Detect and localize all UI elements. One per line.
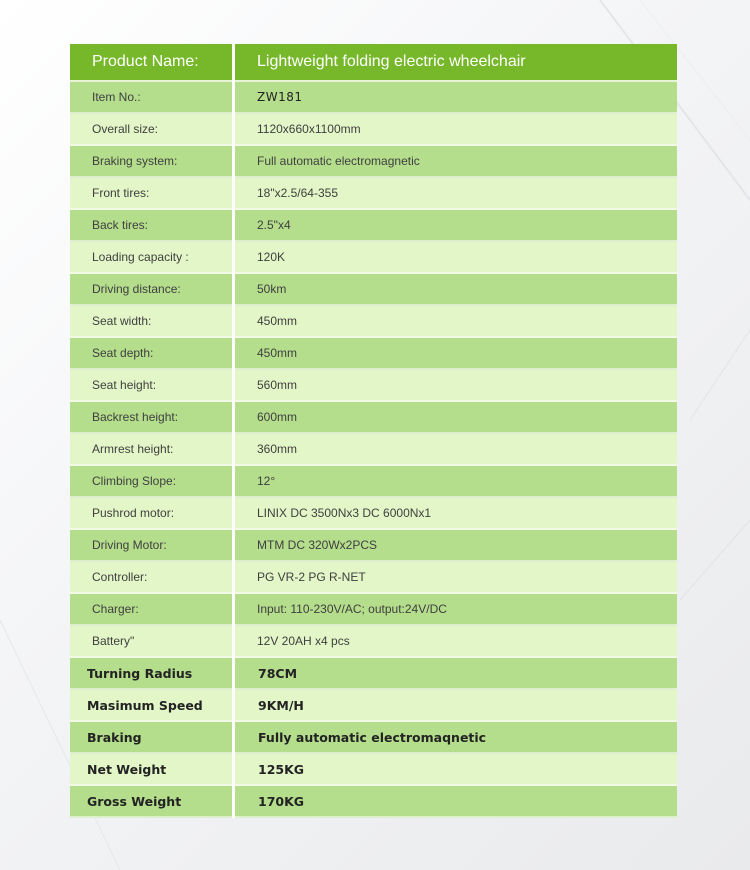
spec-label: Item No.:: [92, 90, 141, 104]
column-divider: [232, 626, 235, 658]
spec-value: 18"x2.5/64-355: [257, 186, 338, 200]
column-divider: [232, 178, 235, 210]
spec-label: Gross Weight: [87, 793, 182, 809]
table-row: [70, 210, 677, 242]
spec-label: Armrest height:: [92, 442, 174, 456]
column-divider: [232, 210, 235, 242]
spec-value: PG VR-2 PG R-NET: [257, 570, 366, 584]
column-divider: [232, 402, 235, 434]
spec-label: Seat depth:: [92, 346, 154, 360]
table-header: [70, 44, 677, 82]
table-row: [70, 466, 677, 498]
column-divider: [232, 434, 235, 466]
spec-value: MTM DC 320Wx2PCS: [257, 538, 378, 552]
table-row: [70, 658, 677, 690]
spec-label: Pushrod motor:: [92, 506, 175, 520]
table-row: [70, 498, 677, 530]
product-name-label: Product Name:: [92, 53, 199, 70]
spec-value: 450mm: [257, 346, 298, 360]
spec-label: Climbing Slope:: [92, 474, 177, 488]
spec-label: Front tires:: [92, 186, 150, 200]
table-row: [70, 690, 677, 722]
column-divider: [232, 82, 235, 114]
table-row: [70, 114, 677, 146]
spec-value: ZW181: [257, 90, 303, 104]
column-divider: [232, 44, 235, 82]
spec-label: Controller:: [92, 570, 148, 584]
table-row: [70, 402, 677, 434]
column-divider: [232, 146, 235, 178]
spec-label: Battery": [92, 634, 135, 648]
table-row: [70, 562, 677, 594]
spec-value: Input: 110-230V/AC; output:24V/DC: [257, 602, 447, 616]
table-row: [70, 626, 677, 658]
column-divider: [232, 466, 235, 498]
spec-label: Driving distance:: [92, 282, 181, 296]
column-divider: [232, 594, 235, 626]
spec-value: 78CM: [258, 665, 298, 681]
spec-value: Full automatic electromagnetic: [257, 154, 420, 168]
column-divider: [232, 562, 235, 594]
spec-value: 1120x660x1100mm: [257, 122, 361, 136]
spec-value: 50km: [257, 282, 287, 296]
spec-value: 120K: [257, 250, 286, 264]
column-divider: [232, 498, 235, 530]
spec-value: 600mm: [257, 410, 298, 424]
table-row: [70, 82, 677, 114]
spec-value: 12V 20AH x4 pcs: [257, 634, 350, 648]
spec-value: 450mm: [257, 314, 298, 328]
spec-value: 560mm: [257, 378, 298, 392]
spec-value: 360mm: [257, 442, 298, 456]
spec-label: Braking: [87, 729, 142, 745]
spec-label: Seat width:: [92, 314, 152, 328]
table-row: [70, 786, 677, 818]
spec-label: Backrest height:: [92, 410, 179, 424]
spec-label: Net Weight: [87, 761, 167, 777]
column-divider: [232, 690, 235, 722]
spec-value: 2.5"x4: [257, 218, 291, 232]
column-divider: [232, 786, 235, 818]
spec-label: Seat height:: [92, 378, 157, 392]
table-row: [70, 594, 677, 626]
spec-label: Charger:: [92, 602, 139, 616]
column-divider: [232, 242, 235, 274]
column-divider: [232, 754, 235, 786]
spec-table: [70, 44, 677, 818]
spec-value: 12°: [257, 474, 276, 488]
column-divider: [232, 274, 235, 306]
spec-label: Driving Motor:: [92, 538, 167, 552]
spec-value: 9KM/H: [258, 697, 304, 713]
table-row: [70, 242, 677, 274]
column-divider: [232, 722, 235, 754]
spec-value: 170KG: [258, 793, 305, 809]
table-row: [70, 434, 677, 466]
table-row: [70, 306, 677, 338]
spec-label: Back tires:: [92, 218, 149, 232]
spec-label: Overall size:: [92, 122, 159, 136]
spec-label: Turning Radius: [87, 665, 193, 681]
table-row: [70, 146, 677, 178]
column-divider: [232, 114, 235, 146]
spec-value: 125KG: [258, 761, 305, 777]
spec-value: Fully automatic electromaqnetic: [258, 729, 487, 745]
spec-label: Loading capacity :: [92, 250, 189, 264]
column-divider: [232, 658, 235, 690]
table-row: [70, 370, 677, 402]
spec-value: LINIX DC 3500Nx3 DC 6000Nx1: [257, 506, 432, 520]
table-row: [70, 178, 677, 210]
table-row: [70, 722, 677, 754]
spec-label: Masimum Speed: [87, 697, 203, 713]
spec-label: Braking system:: [92, 154, 178, 168]
column-divider: [232, 306, 235, 338]
table-row: [70, 338, 677, 370]
table-row: [70, 754, 677, 786]
column-divider: [232, 370, 235, 402]
product-name-value: Lightweight folding electric wheelchair: [257, 53, 526, 70]
table-row: [70, 530, 677, 562]
table-row: [70, 274, 677, 306]
column-divider: [232, 338, 235, 370]
column-divider: [232, 530, 235, 562]
